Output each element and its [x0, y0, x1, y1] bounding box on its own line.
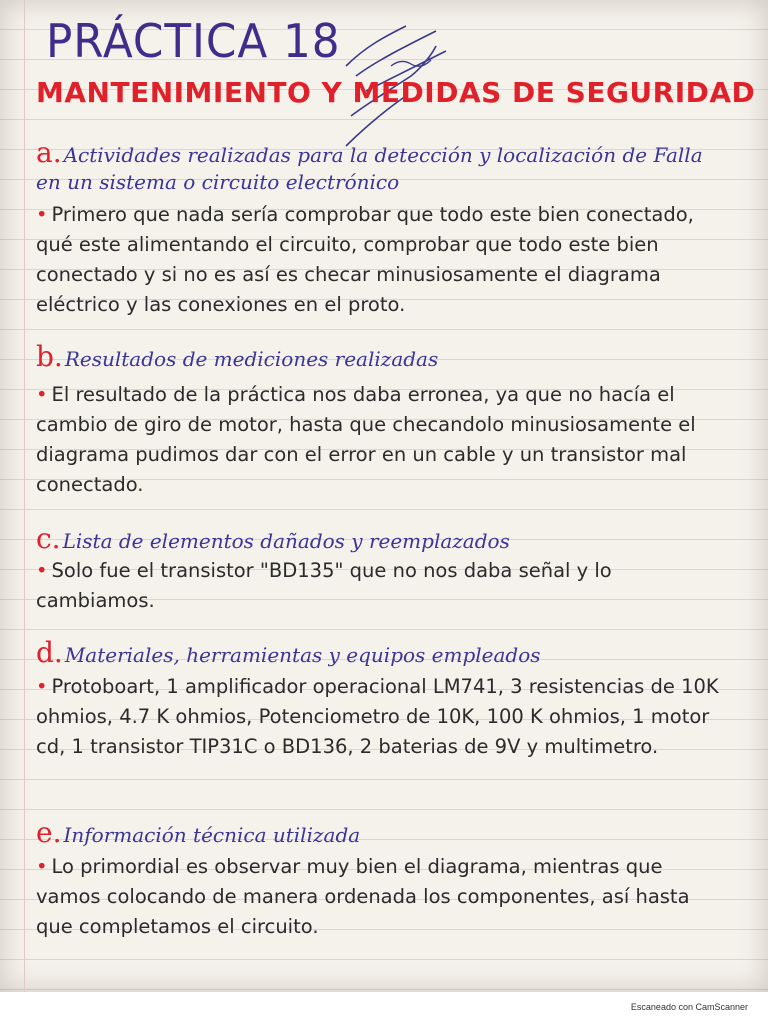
margin-line	[24, 0, 25, 992]
scanner-watermark: Escaneado con CamScanner	[630, 1002, 748, 1012]
section-b-title: Resultados de mediciones realizadas	[64, 347, 439, 371]
section-d-body	[36, 672, 732, 762]
section-d-letter: d.	[36, 636, 63, 669]
section-e-body	[36, 852, 732, 942]
section-d-title: Materiales, herramientas y equipos empleados	[64, 643, 541, 667]
section-c-body	[36, 556, 732, 616]
bullet: •	[36, 383, 48, 406]
bullet: •	[36, 559, 48, 582]
section-b-body-text: El resultado de la práctica nos daba erronea, ya que no hacía el cambio de giro de motor, hasta que checandolo minusiosamente el diagrama pudimos dar con el error en un cable y un transistor mal conectado.	[36, 383, 696, 496]
section-c-heading	[36, 522, 510, 555]
section-c-title: Lista de elementos dañados y reemplazados	[62, 529, 510, 553]
bullet: •	[36, 675, 48, 698]
page-title: PRÁCTICA 18	[46, 14, 341, 68]
section-e-title: Información técnica utilizada	[63, 823, 361, 847]
section-a-title: Actividades realizadas para la detección y localización de Falla	[63, 143, 703, 167]
section-e-letter: e.	[36, 816, 62, 849]
section-b-letter: b.	[36, 340, 63, 373]
bullet: •	[36, 203, 48, 226]
section-a-body-text: Primero que nada sería comprobar que todo este bien conectado, qué este alimentando el circuito, comprobar que todo este bien conectado y si no es así es checar minusiosamente el diagrama eléctrico y las conexiones en el proto.	[36, 203, 694, 316]
page-subtitle: MANTENIMIENTO Y MEDIDAS DE SEGURIDAD	[36, 76, 756, 109]
section-a-heading-line2: en un sistema o circuito electrónico	[36, 170, 400, 194]
section-d-body-text: Protoboart, 1 amplificador operacional LM741, 3 resistencias de 10K ohmios, 4.7 K ohmios, Potenciometro de 10K, 100 K ohmios, 1 motor cd, 1 transistor TIP31C o BD136, 2 baterias de 9V y multimetro.	[36, 675, 719, 758]
section-c-body-text: Solo fue el transistor "BD135" que no nos daba señal y lo cambiamos.	[36, 559, 612, 612]
section-d-heading	[36, 636, 541, 669]
section-a-body	[36, 200, 732, 320]
section-c-letter: c.	[36, 522, 61, 555]
section-b-heading	[36, 340, 438, 373]
section-a-heading	[36, 136, 703, 169]
section-a-letter: a.	[36, 136, 62, 169]
section-e-heading	[36, 816, 360, 849]
section-b-body	[36, 380, 732, 500]
bullet: •	[36, 855, 48, 878]
section-e-body-text: Lo primordial es observar muy bien el diagrama, mientras que vamos colocando de manera ordenada los componentes, así hasta que completamos el circuito.	[36, 855, 690, 938]
